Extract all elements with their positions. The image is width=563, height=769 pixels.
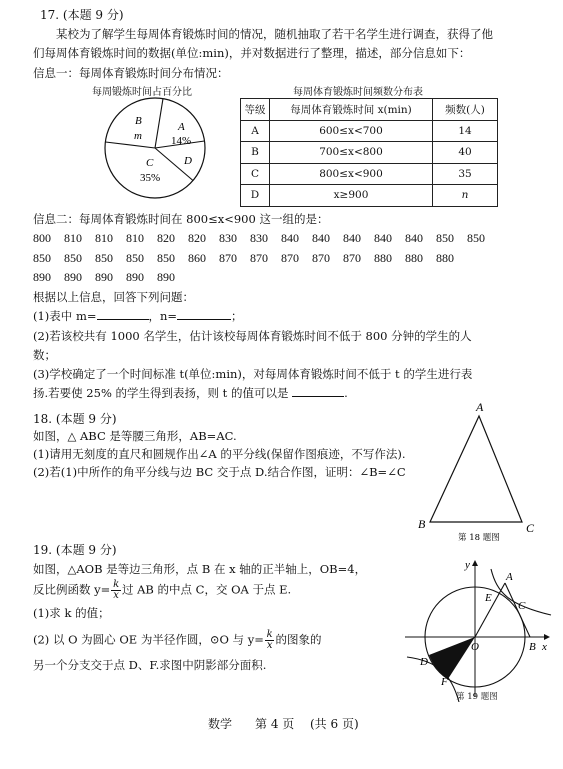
table-header-cell: 等级 bbox=[241, 99, 270, 121]
table-cell: 40 bbox=[433, 142, 498, 164]
pie-label-c: C bbox=[146, 157, 154, 169]
q17-intro-line-1: 某校为了解学生每周体育锻炼时间的情况，随机抽取了若干名学生进行调查，获得了他 bbox=[56, 27, 493, 41]
footer-subject: 数学 bbox=[208, 717, 233, 731]
fraction-numerator: k bbox=[113, 579, 120, 590]
q17-part3-line-1: (3)学校确定了一个时间标准 t(单位:min)，对每周体育锻炼时间不低于 t 的学生进行表 bbox=[33, 367, 473, 381]
q19-line-4-text-b: 的图象的 bbox=[275, 632, 322, 647]
q17-info1: 信息一：每周体育锻炼时间分布情况： bbox=[33, 66, 229, 80]
fig19-caption: 第 19 题图 bbox=[456, 692, 498, 702]
data-row-1: 800 810 810 810 820 820 830 830 840 840 840 840 840 850 850 bbox=[33, 231, 485, 245]
fraction-denominator: x bbox=[113, 590, 119, 601]
axis-label-x: x bbox=[542, 641, 547, 653]
q17-part2-line-2: 数； bbox=[33, 348, 56, 362]
point-label-e: E bbox=[485, 592, 492, 604]
table-cell: 35 bbox=[433, 163, 498, 185]
q17-answer-prompt: 根据以上信息，回答下列问题： bbox=[33, 290, 194, 304]
q17-part2-line-1: (2)若该校共有 1000 名学生，估计该校每周体育锻炼时间不低于 800 分钟的学生的人 bbox=[33, 329, 472, 343]
table-cell: 600≤x<700 bbox=[270, 120, 433, 142]
part1-text-n: ，n= bbox=[148, 309, 178, 323]
q19-line-5: 另一个分支交于点 D、F.求图中阴影部分面积. bbox=[33, 658, 267, 672]
q19-line-3: (1)求 k 的值； bbox=[33, 606, 110, 620]
table-row bbox=[241, 120, 498, 142]
answer-blank-n[interactable] bbox=[177, 309, 231, 320]
pie-label-m: m bbox=[134, 130, 142, 142]
triangle-abc bbox=[430, 416, 522, 522]
point-label-a: A bbox=[506, 571, 513, 583]
point-label-o: O bbox=[471, 641, 479, 653]
q18-line-1: 如图，△ ABC 是等腰三角形，AB=AC. bbox=[33, 429, 237, 443]
q17-part3-line-2 bbox=[33, 385, 348, 401]
part3-end: . bbox=[344, 386, 348, 400]
q19-header: 19. (本题 9 分) bbox=[33, 543, 117, 557]
frequency-table bbox=[240, 98, 498, 207]
circle-hyperbola-figure bbox=[405, 557, 555, 702]
table-cell: A bbox=[241, 120, 270, 142]
table-cell: 800≤x<900 bbox=[270, 163, 433, 185]
vertex-label-a: A bbox=[476, 400, 484, 414]
table-row bbox=[241, 163, 498, 185]
q19-line-2-text-a: 反比例函数 y= bbox=[33, 582, 111, 597]
pie-chart bbox=[100, 96, 210, 200]
vertex-label-b: B bbox=[418, 517, 426, 531]
q17-header: 17. (本题 9 分) bbox=[40, 8, 124, 22]
fraction-k-over-x-2 bbox=[265, 630, 275, 651]
q18-line-3: (2)若(1)中所作的角平分线与边 BC 交于点 D.结合作图，证明：∠B=∠C bbox=[33, 465, 406, 479]
fig18-caption: 第 18 题图 bbox=[458, 533, 500, 543]
pie-label-a: A bbox=[178, 121, 185, 133]
fraction-denominator: x bbox=[266, 640, 273, 651]
table-header-cell: 频数(人) bbox=[433, 99, 498, 121]
table-header-cell: 每周体育锻炼时间 x(min) bbox=[270, 99, 433, 121]
table-cell: x≥900 bbox=[270, 185, 433, 207]
q19-line-4-text-a: (2) 以 O 为圆心 OE 为半径作圆，⊙O 与 y= bbox=[33, 632, 264, 647]
table-row bbox=[241, 142, 498, 164]
pie-chart-title: 每周锻炼时间占百分比 bbox=[92, 87, 192, 98]
point-label-f: F bbox=[441, 676, 448, 688]
part1-text-m: (1)表中 m= bbox=[33, 309, 97, 323]
q19-line-1: 如图，△AOB 是等边三角形，点 B 在 x 轴的正半轴上，OB=4， bbox=[33, 562, 367, 576]
shaded-sector bbox=[429, 637, 475, 679]
q17-info2: 信息二：每周体育锻炼时间在 800≤x<900 这一组的是： bbox=[33, 212, 329, 226]
answer-blank-m[interactable] bbox=[97, 309, 149, 320]
axis-label-y: y bbox=[465, 559, 470, 571]
q17-part1 bbox=[33, 308, 243, 324]
answer-blank-t[interactable] bbox=[292, 386, 344, 397]
pie-label-d: D bbox=[184, 155, 192, 167]
data-row-2: 850 850 850 850 850 860 870 870 870 870 870 880 880 880 bbox=[33, 251, 454, 265]
q19-line-4 bbox=[33, 630, 321, 651]
data-row-3: 890 890 890 890 890 bbox=[33, 270, 175, 284]
triangle-figure bbox=[415, 400, 545, 550]
table-row bbox=[241, 185, 498, 207]
point-label-d: D bbox=[420, 656, 428, 668]
q18-header: 18. (本题 9 分) bbox=[33, 412, 117, 426]
point-label-b: B bbox=[529, 641, 536, 653]
footer-total: (共 6 页) bbox=[310, 717, 359, 731]
fraction-numerator: k bbox=[266, 629, 273, 640]
part3-text: 扬.若要使 25% 的学生得到表扬，则 t 的值可以是 bbox=[33, 386, 289, 400]
table-cell: D bbox=[241, 185, 270, 207]
q17-intro-line-2: 们每周体育锻炼时间的数据(单位:min)，并对数据进行了整理，描述，部分信息如下： bbox=[33, 46, 471, 60]
table-title: 每周体育锻炼时间频数分布表 bbox=[293, 87, 423, 98]
pie-label-c-pct: 35% bbox=[140, 172, 161, 184]
q19-line-2 bbox=[33, 580, 291, 601]
table-cell: 700≤x<800 bbox=[270, 142, 433, 164]
footer-page: 第 4 页 bbox=[255, 717, 295, 731]
point-label-c: C bbox=[518, 600, 526, 612]
part1-text-end: ； bbox=[231, 309, 243, 323]
table-cell: 14 bbox=[433, 120, 498, 142]
table-cell: n bbox=[433, 185, 498, 207]
table-header-row bbox=[241, 99, 498, 121]
pie-label-a-pct: 14% bbox=[171, 135, 192, 147]
vertex-label-c: C bbox=[526, 521, 535, 535]
table-cell: B bbox=[241, 142, 270, 164]
q19-line-2-text-b: 过 AB 的中点 C，交 OA 于点 E. bbox=[121, 582, 292, 597]
pie-label-b: B bbox=[135, 115, 142, 127]
q18-line-2: (1)请用无刻度的直尺和圆规作出∠A 的平分线(保留作图痕迹，不写作法). bbox=[33, 447, 406, 461]
fraction-k-over-x bbox=[111, 580, 121, 601]
table-cell: C bbox=[241, 163, 270, 185]
